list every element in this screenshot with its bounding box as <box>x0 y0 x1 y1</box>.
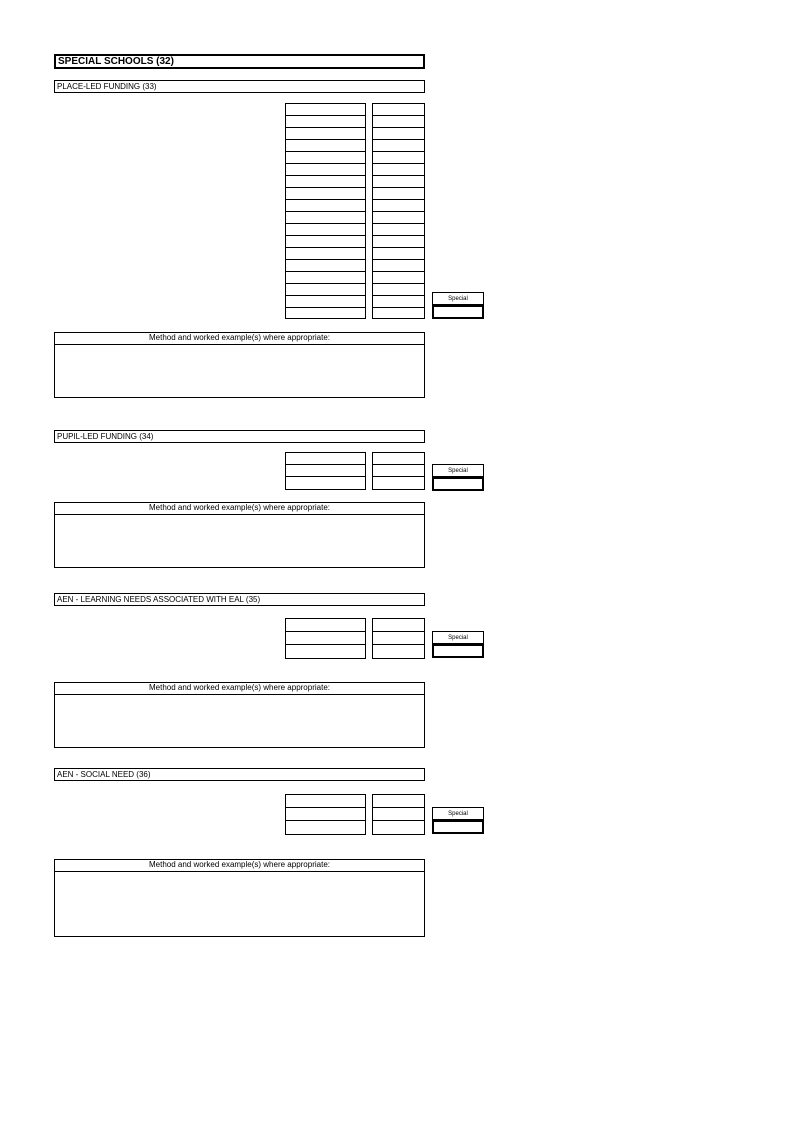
input-cell[interactable] <box>286 632 365 645</box>
input-cell[interactable] <box>373 248 424 260</box>
place-led-column-a <box>285 103 366 319</box>
input-cell[interactable] <box>286 308 365 320</box>
aen-social-column-b <box>372 794 425 835</box>
input-cell[interactable] <box>286 284 365 296</box>
input-cell[interactable] <box>373 200 424 212</box>
special-label: Special <box>432 807 484 820</box>
method-header: Method and worked example(s) where appropriate: <box>55 683 424 695</box>
special-input[interactable] <box>432 820 484 834</box>
input-cell[interactable] <box>373 284 424 296</box>
input-cell[interactable] <box>373 176 424 188</box>
special-input[interactable] <box>432 644 484 658</box>
input-cell[interactable] <box>373 152 424 164</box>
input-cell[interactable] <box>373 465 424 477</box>
input-cell[interactable] <box>373 477 424 489</box>
aen-social-column-a <box>285 794 366 835</box>
input-cell[interactable] <box>286 236 365 248</box>
input-cell[interactable] <box>286 260 365 272</box>
section-header-aen-eal: AEN - LEARNING NEEDS ASSOCIATED WITH EAL (35) <box>54 593 425 606</box>
input-cell[interactable] <box>286 296 365 308</box>
input-cell[interactable] <box>373 795 424 808</box>
input-cell[interactable] <box>373 116 424 128</box>
input-cell[interactable] <box>286 152 365 164</box>
method-text-area[interactable] <box>55 515 424 568</box>
input-cell[interactable] <box>373 236 424 248</box>
input-cell[interactable] <box>286 224 365 236</box>
input-cell[interactable] <box>373 645 424 658</box>
input-cell[interactable] <box>286 821 365 834</box>
input-cell[interactable] <box>373 128 424 140</box>
input-cell[interactable] <box>286 164 365 176</box>
page-title: SPECIAL SCHOOLS (32) <box>54 54 425 69</box>
method-text-area[interactable] <box>55 695 424 748</box>
method-box-pupil-led <box>54 502 425 568</box>
input-cell[interactable] <box>286 248 365 260</box>
section-header-place-led: PLACE-LED FUNDING (33) <box>54 80 425 93</box>
special-label: Special <box>432 292 484 305</box>
input-cell[interactable] <box>286 453 365 465</box>
input-cell[interactable] <box>286 477 365 489</box>
input-cell[interactable] <box>286 212 365 224</box>
input-cell[interactable] <box>373 632 424 645</box>
input-cell[interactable] <box>373 224 424 236</box>
input-cell[interactable] <box>286 808 365 821</box>
input-cell[interactable] <box>286 176 365 188</box>
input-cell[interactable] <box>373 308 424 320</box>
input-cell[interactable] <box>373 260 424 272</box>
method-box-place-led <box>54 332 425 398</box>
special-input[interactable] <box>432 477 484 491</box>
input-cell[interactable] <box>286 465 365 477</box>
aen-eal-column-a <box>285 618 366 659</box>
input-cell[interactable] <box>286 188 365 200</box>
method-box-aen-eal <box>54 682 425 748</box>
input-cell[interactable] <box>286 140 365 152</box>
input-cell[interactable] <box>373 808 424 821</box>
special-label: Special <box>432 464 484 477</box>
special-label: Special <box>432 631 484 644</box>
place-led-column-b <box>372 103 425 319</box>
section-header-pupil-led: PUPIL-LED FUNDING (34) <box>54 430 425 443</box>
method-header: Method and worked example(s) where appropriate: <box>55 503 424 515</box>
section-header-aen-social: AEN - SOCIAL NEED (36) <box>54 768 425 781</box>
method-box-aen-social <box>54 859 425 937</box>
input-cell[interactable] <box>286 795 365 808</box>
special-input[interactable] <box>432 305 484 319</box>
input-cell[interactable] <box>373 104 424 116</box>
input-cell[interactable] <box>373 140 424 152</box>
input-cell[interactable] <box>373 188 424 200</box>
input-cell[interactable] <box>373 296 424 308</box>
input-cell[interactable] <box>373 821 424 834</box>
method-header: Method and worked example(s) where appropriate: <box>55 333 424 345</box>
input-cell[interactable] <box>373 272 424 284</box>
method-text-area[interactable] <box>55 345 424 398</box>
pupil-led-column-b <box>372 452 425 490</box>
method-header: Method and worked example(s) where appropriate: <box>55 860 424 872</box>
pupil-led-column-a <box>285 452 366 490</box>
input-cell[interactable] <box>286 116 365 128</box>
method-text-area[interactable] <box>55 872 424 937</box>
input-cell[interactable] <box>286 645 365 658</box>
input-cell[interactable] <box>286 200 365 212</box>
input-cell[interactable] <box>373 212 424 224</box>
input-cell[interactable] <box>286 619 365 632</box>
input-cell[interactable] <box>373 619 424 632</box>
input-cell[interactable] <box>373 453 424 465</box>
input-cell[interactable] <box>373 164 424 176</box>
input-cell[interactable] <box>286 272 365 284</box>
aen-eal-column-b <box>372 618 425 659</box>
input-cell[interactable] <box>286 128 365 140</box>
input-cell[interactable] <box>286 104 365 116</box>
